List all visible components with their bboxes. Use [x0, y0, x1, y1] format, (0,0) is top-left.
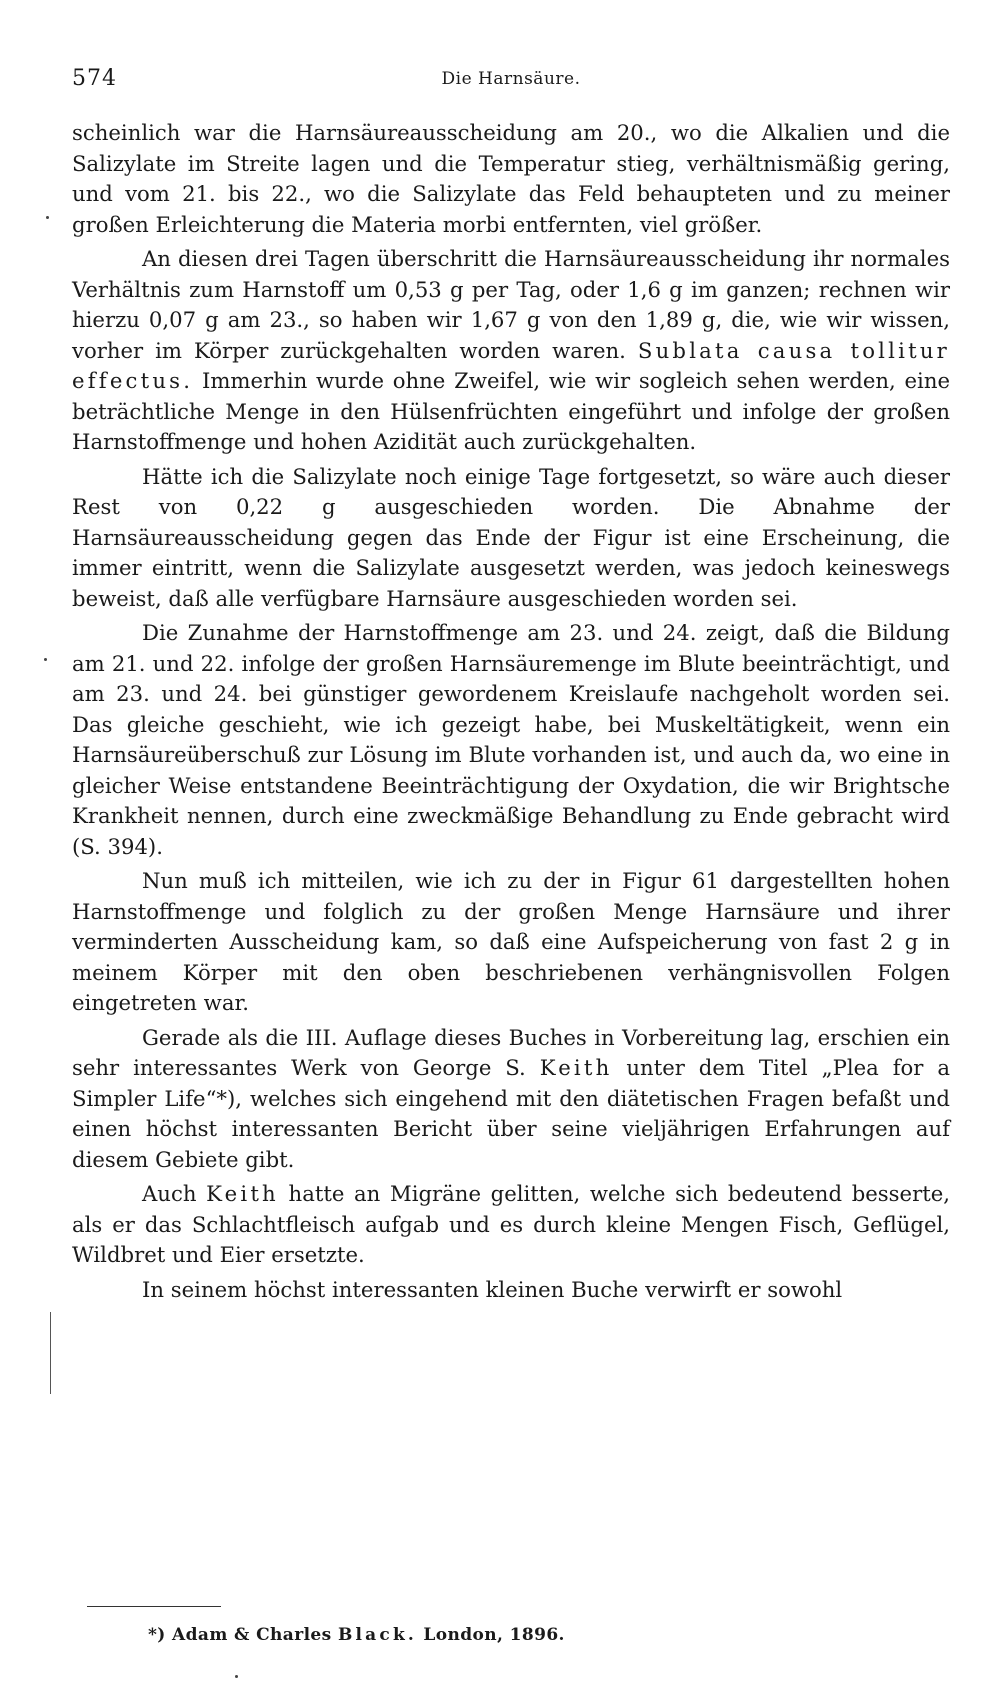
paragraph-6-text-after: unter dem Titel „Plea for a Simpler Life“*), welches sich eingehend mit den diätetischen Fragen befaßt und einen höchst interessanten Bericht über seine vieljährigen Erfahrungen auf diesem Gebiete gibt.: [72, 1055, 950, 1172]
author-name-keith: Keith: [206, 1181, 279, 1206]
paragraph-4: [72, 618, 950, 862]
paragraph-8-text: In seinem höchst interessanten kleinen Buche verwirft er sowohl: [142, 1276, 843, 1302]
paragraph-5: [72, 866, 950, 1019]
paragraph-8: [72, 1275, 950, 1306]
paragraph-6: [72, 1023, 950, 1176]
margin-pencil-mark: [50, 1312, 51, 1394]
paragraph-1-text: scheinlich war die Harnsäureausscheidung am 20., wo die Alkalien und die Salizylate im Streite lagen und die Temperatur stieg, verhältnismäßig gering, und vom 21. bis 22., wo die Salizylate das Feld behaupteten und zu meiner großen Erleichterung die Materia morbi entfernten, viel größer.: [72, 120, 950, 237]
page-number: 574: [72, 66, 117, 91]
paragraph-4-text: Die Zunahme der Harnstoffmenge am 23. und 24. zeigt, daß die Bildung am 21. und 22. infolge der großen Harnsäuremenge im Blute beeinträchtigt, und am 23. und 24. bei günstiger gewordenem Kreislaufe nachgeholt worden sei. Das gleiche geschieht, wie ich gezeigt habe, bei Muskeltätigkeit, wenn ein Harnsäureüberschuß zur Lösung im Blute vorhanden ist, und auch da, wo eine in gleicher Weise entstandene Beeinträchtigung der Oxydation, die wir Brightsche Krankheit nennen, durch eine zweckmäßige Behandlung zu Ende gebracht wird (S. 394).: [72, 620, 950, 859]
margin-dot: [46, 216, 49, 219]
body-text: [72, 118, 950, 1309]
latin-phrase: Sublata causa tollitur effectus.: [72, 337, 950, 393]
paragraph-7-text-after: hatte an Migräne gelitten, welche sich bedeutend besserte, als er das Schlachtfleisch aufgab und es durch kleine Mengen Fisch, Geflügel, Wildbret und Eier ersetzte.: [72, 1181, 950, 1267]
page-header: [72, 66, 950, 96]
footnote-text-before: *) Adam & Charles: [148, 1625, 338, 1645]
footnote-rule: [87, 1606, 221, 1607]
running-title: Die Harnsäure.: [441, 69, 581, 89]
paragraph-2-text-before: An diesen drei Tagen überschritt die Harnsäureausscheidung ihr normales Verhältnis zum Harnstoff um 0,53 g per Tag, oder 1,6 g im ganzen; rechnen wir hierzu 0,07 g am 23., so haben wir 1,67 g von den 1,89 g, die, wie wir wissen, vorher im Körper zurückgehalten worden waren.: [72, 246, 950, 363]
paragraph-7-text-before: Auch: [142, 1181, 207, 1206]
paragraph-5-text: Nun muß ich mitteilen, wie ich zu der in Figur 61 dargestellten hohen Harnstoffmenge und folglich zu der großen Menge Harnsäure und ihrer verminderten Ausscheidung kam, so daß eine Aufspeicherung von fast 2 g in meinem Körper mit den oben beschriebenen verhängnisvollen Folgen eingetreten war.: [72, 868, 950, 1015]
paragraph-7: [72, 1179, 950, 1271]
paragraph-2-text-after: Immerhin wurde ohne Zweifel, wie wir sogleich sehen werden, eine beträchtliche Menge in den Hülsenfrüchten eingeführt und infolge der großen Harnstoffmenge und hohen Azidität auch zurückgehalten.: [72, 368, 950, 454]
paragraph-1: [72, 118, 950, 240]
footnote: [148, 1625, 565, 1645]
author-name-keith: Keith: [539, 1055, 613, 1080]
margin-dot: [235, 1675, 238, 1678]
paragraph-3: [72, 462, 950, 615]
publisher-name: Black.: [337, 1625, 418, 1645]
footnote-text-after: London, 1896.: [417, 1625, 565, 1645]
margin-dot: [44, 658, 47, 661]
paragraph-3-text: Hätte ich die Salizylate noch einige Tage fortgesetzt, so wäre auch dieser Rest von 0,22 g ausgeschieden worden. Die Abnahme der Harnsäureausscheidung gegen das Ende der Figur ist eine Erscheinung, die immer eintritt, wenn die Salizylate ausgesetzt werden, was jedoch keineswegs beweist, daß alle verfügbare Harnsäure ausgeschieden worden sei.: [72, 463, 950, 611]
paragraph-2: [72, 244, 950, 458]
paragraph-6-text-before: Gerade als die III. Auflage dieses Buches in Vorbereitung lag, erschien ein sehr interessantes Werk von George S.: [72, 1024, 950, 1080]
